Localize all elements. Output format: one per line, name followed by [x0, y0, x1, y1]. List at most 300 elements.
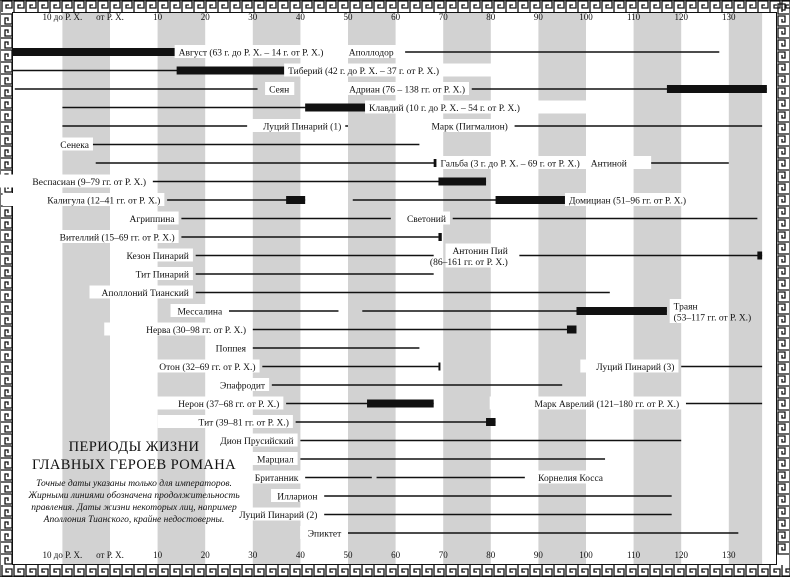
border-key-top-52: [626, 1, 636, 12]
border-key-left-6: [1, 86, 12, 96]
border-key-top-50: [602, 1, 612, 12]
person-label-35: Илларион: [277, 492, 318, 503]
border-key-bottom-7: [86, 565, 96, 576]
border-key-left-12: [1, 158, 12, 168]
border-key-bottom-33: [398, 565, 408, 576]
top-tick-label-13: 120: [674, 12, 688, 22]
border-key-bottom-45: [542, 565, 552, 576]
person-label-16: Вителлий (15–69 гг. от Р. Х.): [59, 233, 175, 244]
bottom-tick-label-5: 40: [295, 550, 305, 560]
border-key-left-31: [1, 386, 12, 396]
border-key-top-40: [482, 1, 492, 12]
border-key-bottom-63: [758, 565, 768, 576]
border-key-top-13: [158, 1, 168, 12]
border-key-bottom-47: [566, 565, 576, 576]
border-key-right-43: [778, 520, 789, 530]
border-key-bottom-23: [278, 565, 288, 576]
border-key-top-61: [734, 1, 744, 12]
border-key-right-15: [778, 184, 789, 194]
border-key-right-21: [778, 256, 789, 266]
person-label-24: Поппея: [215, 344, 247, 355]
border-key-bottom-39: [470, 565, 480, 576]
border-key-left-35: [1, 434, 12, 444]
border-key-right-3: [778, 40, 789, 50]
border-key-top-32: [386, 1, 396, 12]
border-key-left-2: [1, 38, 12, 48]
border-key-bottom-64: [770, 565, 780, 576]
border-key-top-28: [338, 1, 348, 12]
border-key-bottom-21: [254, 565, 264, 576]
border-key-right-34: [778, 412, 789, 422]
border-key-left-43: [1, 530, 12, 540]
border-key-left-20: [1, 254, 12, 264]
person-label-34: Корнелия Косса: [538, 474, 604, 484]
border-key-bottom-37: [446, 565, 456, 576]
border-key-top-56: [674, 1, 684, 12]
border-key-left-36: [1, 446, 12, 456]
chart-note: Точные даты указаны только для императоров. Жирными линиями обозначена продолжительность правления. Даты жизни некоторых лиц, например Аполлония Тианского, крайне недостоверны.: [28, 479, 240, 525]
border-key-top-39: [470, 1, 480, 12]
border-key-bottom-6: [74, 565, 84, 576]
border-key-top-3: [38, 1, 48, 12]
border-key-bottom-35: [422, 565, 432, 576]
bottom-tick-label-0: 10 до Р. Х.: [42, 550, 83, 560]
border-key-top-45: [542, 1, 552, 12]
border-key-left-27: [1, 338, 12, 348]
border-key-right-28: [778, 340, 789, 350]
border-key-right-41: [778, 496, 789, 506]
border-key-left-4: [1, 62, 12, 72]
border-key-top-19: [230, 1, 240, 12]
person-label-37: Эпиктет: [307, 529, 342, 540]
decade-band-4: [443, 13, 491, 564]
reign-bar-4: [667, 85, 767, 93]
reign-bar-2: [177, 67, 286, 75]
border-key-bottom-40: [482, 565, 492, 576]
person-label-6: Луций Пинарий (1): [263, 122, 342, 133]
bottom-tick-label-12: 110: [627, 550, 641, 560]
border-key-right-4: [778, 52, 789, 62]
border-key-bottom-60: [722, 565, 732, 576]
bottom-tick-label-13: 120: [674, 550, 688, 560]
border-key-right-9: [778, 112, 789, 122]
person-label-17: Кезон Пинарий: [126, 252, 189, 262]
border-key-left-28: [1, 350, 12, 360]
border-key-bottom-61: [734, 565, 744, 576]
person-label-20: Аполлоний Тианский: [101, 289, 189, 299]
border-key-left-34: [1, 422, 12, 432]
border-key-bottom-16: [194, 565, 204, 576]
border-key-bottom-13: [158, 565, 168, 576]
border-key-left-38: [1, 470, 12, 480]
border-key-right-39: [778, 472, 789, 482]
border-key-left-7: [1, 98, 12, 108]
border-key-top-29: [350, 1, 360, 12]
decade-band-3: [348, 13, 396, 564]
border-key-top-38: [458, 1, 468, 12]
border-key-bottom-46: [554, 565, 564, 576]
person-label-15: Светоний: [406, 215, 446, 225]
border-key-top-9: [110, 1, 120, 12]
top-tick-label-8: 70: [438, 12, 448, 22]
border-key-top-53: [638, 1, 648, 12]
border-key-top-41: [494, 1, 504, 12]
border-key-bottom-0: [2, 565, 12, 576]
border-key-bottom-32: [386, 565, 396, 576]
border-key-right-13: [778, 160, 789, 170]
top-tick-label-5: 40: [295, 12, 305, 22]
border-key-right-7: [778, 88, 789, 98]
border-key-bottom-24: [290, 565, 300, 576]
border-key-bottom-50: [602, 565, 612, 576]
top-tick-label-0: 10 до Р. Х.: [42, 12, 83, 22]
border-key-left-39: [1, 482, 12, 492]
border-key-top-46: [554, 1, 564, 12]
reign-bar-23: [567, 326, 577, 334]
person-label-25: Отон (32–69 гг. от Р. Х.): [159, 363, 256, 373]
border-key-left-30: [1, 374, 12, 384]
border-key-top-22: [266, 1, 276, 12]
border-key-bottom-27: [326, 565, 336, 576]
border-key-top-2: [26, 1, 36, 12]
border-key-left-26: [1, 326, 12, 336]
person-label-32: Марциал: [257, 455, 294, 466]
border-key-bottom-17: [206, 565, 216, 576]
reign-bar-11: [438, 178, 486, 186]
border-key-left-18: [1, 230, 12, 240]
bottom-tick-label-8: 70: [438, 550, 448, 560]
border-key-top-36: [434, 1, 444, 12]
border-key-right-20: [778, 244, 789, 254]
border-key-bottom-44: [530, 565, 540, 576]
border-key-left-40: [1, 494, 12, 504]
border-key-left-8: [1, 110, 12, 120]
reign-bar-25: [438, 363, 440, 371]
border-key-bottom-31: [374, 565, 384, 576]
border-key-right-27: [778, 328, 789, 338]
border-key-top-14: [170, 1, 180, 12]
border-key-bottom-14: [170, 565, 180, 576]
bottom-tick-label-3: 20: [200, 550, 210, 560]
border-key-bottom-19: [230, 565, 240, 576]
border-key-left-33: [1, 410, 12, 420]
border-key-top-31: [374, 1, 384, 12]
border-key-bottom-58: [698, 565, 708, 576]
border-key-top-60: [722, 1, 732, 12]
person-label-1: Аполлодор: [348, 48, 394, 59]
bottom-tick-label-10: 90: [533, 550, 543, 560]
border-key-right-10: [778, 124, 789, 134]
border-key-bottom-42: [506, 565, 516, 576]
border-key-left-22: [1, 278, 12, 288]
border-key-bottom-49: [590, 565, 600, 576]
border-key-right-29: [778, 352, 789, 362]
reign-bar-16: [438, 233, 441, 241]
border-key-right-44: [778, 532, 789, 542]
border-key-left-10: [1, 134, 12, 144]
reign-bar-22: [576, 307, 666, 315]
border-key-bottom-12: [146, 565, 156, 576]
reign-bar-28: [367, 400, 434, 408]
person-label-11: Веспасиан (9–79 гг. от Р. Х.): [32, 178, 147, 188]
border-key-right-2: [778, 28, 789, 38]
person-label-31: Дион Прусийский: [220, 437, 294, 447]
border-key-bottom-2: [26, 565, 36, 576]
border-key-top-26: [314, 1, 324, 12]
border-key-bottom-52: [626, 565, 636, 576]
border-key-left-1: [1, 26, 12, 36]
border-key-top-34: [410, 1, 420, 12]
person-label-30: Тит (39–81 гг. от Р. Х.): [198, 418, 289, 429]
border-key-bottom-20: [242, 565, 252, 576]
top-tick-label-4: 30: [248, 12, 258, 22]
border-key-right-11: [778, 136, 789, 146]
top-tick-label-1: от Р. Х.: [96, 12, 124, 22]
border-key-top-55: [662, 1, 672, 12]
border-key-left-24: [1, 302, 12, 312]
bottom-tick-label-11: 100: [579, 550, 593, 560]
person-label-18: Антонин Пий: [452, 247, 508, 257]
border-key-left-3: [1, 50, 12, 60]
chart-title-line-2: ГЛАВНЫХ ГЕРОЕВ РОМАНА: [31, 457, 236, 473]
person-label-29: Марк Аврелий (121–180 гг. от Р. Х.): [534, 400, 680, 410]
person-label-19: Тит Пинарий: [135, 270, 189, 281]
border-key-right-22: [778, 268, 789, 278]
border-key-left-32: [1, 398, 12, 408]
reign-bar-13: [496, 196, 567, 204]
chart-title: [18, 438, 250, 474]
border-key-top-27: [326, 1, 336, 12]
border-key-right-37: [778, 448, 789, 458]
top-tick-label-9: 80: [486, 12, 496, 22]
border-key-bottom-11: [134, 565, 144, 576]
person-label-36: Луций Пинарий (2): [239, 511, 318, 521]
reign-bar-5: [305, 104, 367, 112]
person-label-0: Август (63 г. до Р. Х. – 14 г. от Р. Х.): [178, 48, 324, 59]
border-key-top-1: [14, 1, 24, 12]
border-key-top-44: [530, 1, 540, 12]
border-key-bottom-18: [218, 565, 228, 576]
border-key-top-25: [302, 1, 312, 12]
border-key-top-57: [686, 1, 696, 12]
top-tick-label-12: 110: [627, 12, 641, 22]
border-key-left-44: [1, 542, 12, 552]
person-label-28: Нерон (37–68 гг. от Р. Х.): [178, 400, 280, 410]
border-key-right-17: [778, 208, 789, 218]
person-label-7: Марк (Пигмалион): [431, 122, 508, 133]
border-key-bottom-48: [578, 565, 588, 576]
border-key-bottom-38: [458, 565, 468, 576]
person-label-line2-22: (53–117 гг. от Р. Х.): [673, 313, 752, 324]
border-key-top-12: [146, 1, 156, 12]
border-key-left-37: [1, 458, 12, 468]
border-key-bottom-53: [638, 565, 648, 576]
border-key-bottom-65: [782, 565, 790, 576]
border-key-bottom-57: [686, 565, 696, 576]
border-key-left-19: [1, 242, 12, 252]
person-label-10: Антиной: [590, 159, 627, 170]
border-key-top-62: [746, 1, 756, 12]
border-key-left-16: [1, 206, 12, 216]
border-key-top-37: [446, 1, 456, 12]
border-key-bottom-51: [614, 565, 624, 576]
person-label-2: Тиберий (42 г. до Р. Х. – 37 г. от Р. Х.): [288, 67, 439, 77]
reign-bar-18: [757, 252, 762, 260]
border-key-right-45: [778, 544, 789, 554]
top-tick-label-10: 90: [533, 12, 543, 22]
border-key-top-58: [698, 1, 708, 12]
border-key-top-42: [506, 1, 516, 12]
reign-bar-0: [13, 48, 177, 56]
person-label-line2-18: (86–161 гг. от Р. Х.): [429, 258, 508, 268]
bottom-tick-label-2: 10: [153, 550, 163, 560]
border-key-top-6: [74, 1, 84, 12]
person-label-33: Британник: [254, 474, 299, 484]
person-label-26: Луций Пинарий (3): [596, 363, 675, 373]
border-key-top-0: [2, 1, 12, 12]
border-key-top-17: [206, 1, 216, 12]
bottom-tick-label-1: от Р. Х.: [96, 550, 124, 560]
border-key-left-23: [1, 290, 12, 300]
border-key-bottom-56: [674, 565, 684, 576]
border-key-top-16: [194, 1, 204, 12]
border-key-right-40: [778, 484, 789, 494]
border-key-bottom-10: [122, 565, 132, 576]
border-key-bottom-9: [110, 565, 120, 576]
person-label-22: Траян: [673, 302, 698, 313]
border-key-right-8: [778, 100, 789, 110]
border-key-top-49: [590, 1, 600, 12]
person-label-8: Сенека: [60, 141, 89, 151]
border-key-right-16: [778, 196, 789, 206]
bottom-tick-label-4: 30: [248, 550, 258, 560]
border-key-left-45: [1, 554, 12, 564]
border-key-bottom-28: [338, 565, 348, 576]
border-key-top-59: [710, 1, 720, 12]
border-key-right-6: [778, 76, 789, 86]
bottom-tick-label-9: 80: [486, 550, 496, 560]
border-key-left-21: [1, 266, 12, 276]
border-key-top-4: [50, 1, 60, 12]
border-key-right-12: [778, 148, 789, 158]
border-key-top-15: [182, 1, 192, 12]
person-label-3: Сеян: [269, 85, 290, 96]
border-key-bottom-54: [650, 565, 660, 576]
border-key-bottom-1: [14, 565, 24, 576]
border-key-top-54: [650, 1, 660, 12]
border-key-bottom-62: [746, 565, 756, 576]
border-key-bottom-26: [314, 565, 324, 576]
border-key-right-26: [778, 316, 789, 326]
border-key-right-25: [778, 304, 789, 314]
border-key-bottom-29: [350, 565, 360, 576]
reign-bar-30: [486, 418, 496, 426]
border-key-bottom-8: [98, 565, 108, 576]
border-key-top-30: [362, 1, 372, 12]
border-key-right-23: [778, 280, 789, 290]
border-key-right-31: [778, 376, 789, 386]
border-key-right-18: [778, 220, 789, 230]
bottom-tick-label-6: 50: [343, 550, 353, 560]
decade-band-6: [634, 13, 682, 564]
border-key-left-42: [1, 518, 12, 528]
border-key-top-7: [86, 1, 96, 12]
person-label-21: Мессалина: [177, 307, 223, 318]
border-key-bottom-4: [50, 565, 60, 576]
border-key-bottom-30: [362, 565, 372, 576]
bottom-tick-label-7: 60: [391, 550, 401, 560]
border-key-right-33: [778, 400, 789, 410]
person-label-9: Гальба (3 г. до Р. Х. – 69 г. от Р. Х.): [440, 159, 580, 170]
border-key-left-9: [1, 122, 12, 132]
border-key-right-42: [778, 508, 789, 518]
border-key-left-17: [1, 218, 12, 228]
decade-band-7: [729, 13, 762, 564]
person-label-23: Нерва (30–98 гг. от Р. Х.): [146, 326, 247, 336]
border-key-bottom-5: [62, 565, 72, 576]
border-key-top-8: [98, 1, 108, 12]
border-key-bottom-55: [662, 565, 672, 576]
reign-bar-12: [286, 196, 305, 204]
border-key-top-20: [242, 1, 252, 12]
border-key-right-19: [778, 232, 789, 242]
border-key-bottom-25: [302, 565, 312, 576]
top-tick-label-7: 60: [391, 12, 401, 22]
border-key-top-47: [566, 1, 576, 12]
border-key-top-63: [758, 1, 768, 12]
border-key-bottom-34: [410, 565, 420, 576]
border-key-right-38: [778, 460, 789, 470]
border-key-left-41: [1, 506, 12, 516]
border-key-bottom-22: [266, 565, 276, 576]
border-key-top-18: [218, 1, 228, 12]
person-label-13: Домициан (51–96 гг. от Р. Х.): [568, 196, 687, 207]
border-key-top-5: [62, 1, 72, 12]
border-key-bottom-41: [494, 565, 504, 576]
border-key-left-11: [1, 146, 12, 156]
border-key-left-0: [1, 14, 12, 24]
top-tick-label-6: 50: [343, 12, 353, 22]
border-key-left-25: [1, 314, 12, 324]
top-tick-label-2: 10: [153, 12, 163, 22]
border-key-bottom-36: [434, 565, 444, 576]
border-key-right-35: [778, 424, 789, 434]
border-key-top-51: [614, 1, 624, 12]
person-label-4: Адриан (76 – 138 гг. от Р. Х.): [349, 85, 465, 96]
border-key-right-24: [778, 292, 789, 302]
border-key-right-14: [778, 172, 789, 182]
border-key-left-5: [1, 74, 12, 84]
border-key-top-11: [134, 1, 144, 12]
border-key-top-48: [578, 1, 588, 12]
person-label-27: Эпафродит: [220, 381, 266, 392]
chart-title-line-1: ПЕРИОДЫ ЖИЗНИ: [68, 439, 200, 455]
border-key-top-21: [254, 1, 264, 12]
border-key-right-32: [778, 388, 789, 398]
top-tick-label-11: 100: [579, 12, 593, 22]
border-key-right-5: [778, 64, 789, 74]
top-tick-label-14: 130: [722, 12, 736, 22]
border-key-top-10: [122, 1, 132, 12]
border-key-left-29: [1, 362, 12, 372]
bottom-tick-label-14: 130: [722, 550, 736, 560]
border-key-top-33: [398, 1, 408, 12]
border-key-right-36: [778, 436, 789, 446]
border-key-bottom-15: [182, 565, 192, 576]
person-label-5: Клавдий (10 г. до Р. Х. – 54 г. от Р. Х.): [369, 104, 520, 114]
border-key-top-23: [278, 1, 288, 12]
border-key-right-30: [778, 364, 789, 374]
